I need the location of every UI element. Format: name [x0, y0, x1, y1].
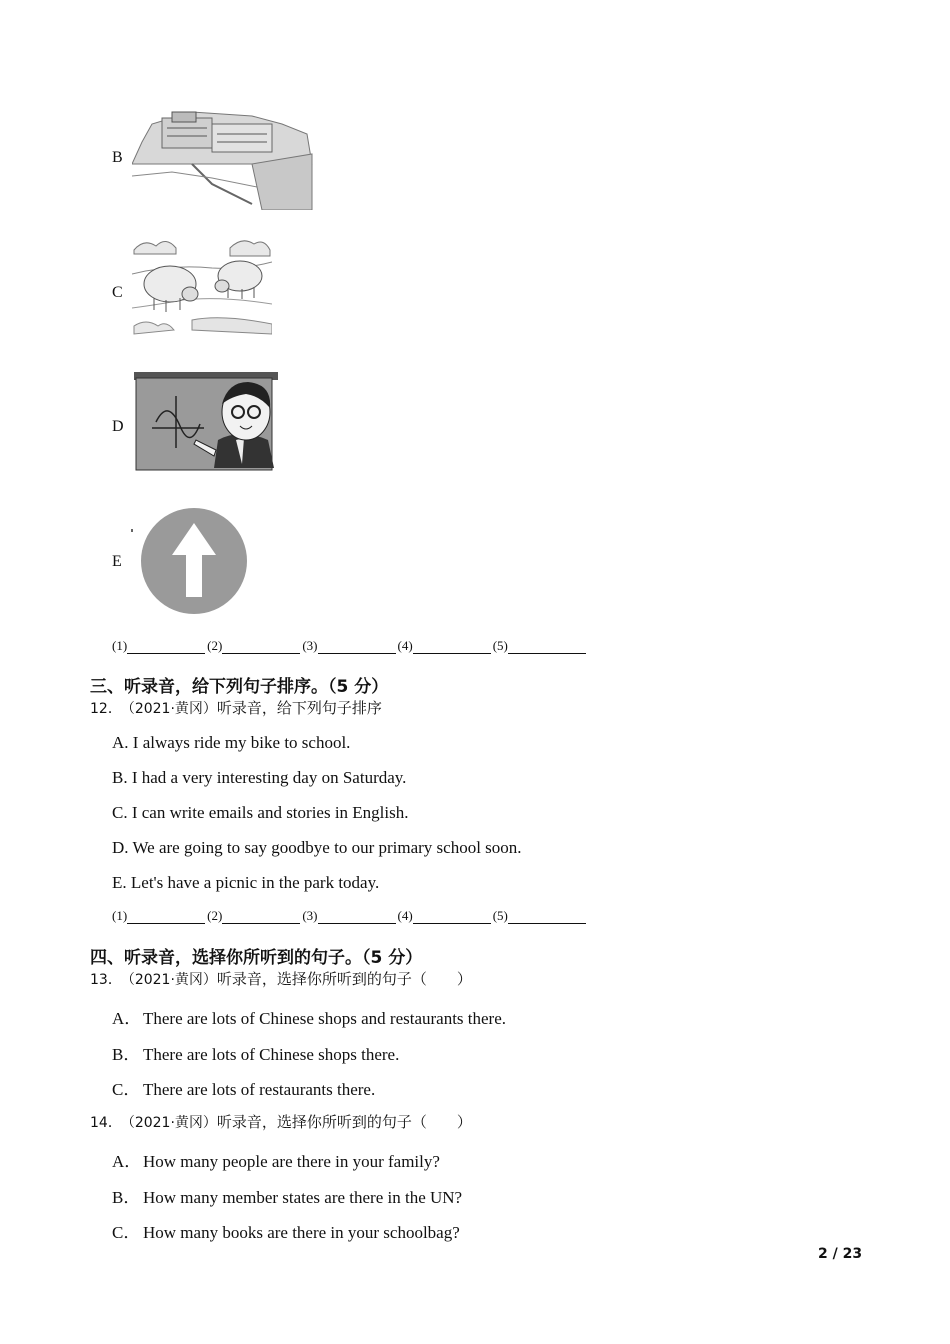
option-letter: B．	[112, 1188, 141, 1207]
teacher-with-graph-picture	[132, 368, 280, 472]
blank-line[interactable]	[222, 909, 300, 924]
blank-label: (4)	[397, 908, 413, 923]
potala-palace-picture	[132, 94, 314, 210]
q12-option-e: E. Let's have a picnic in the park today.	[112, 873, 380, 892]
blank-line[interactable]	[508, 909, 586, 924]
option-text: There are lots of Chinese shops there.	[143, 1045, 400, 1064]
option-letter: A．	[112, 1009, 142, 1028]
option-letter: C．	[112, 1223, 141, 1242]
question-source: （2021·黄冈）	[127, 972, 217, 988]
q12-option-b: B. I had a very interesting day on Saturday.	[112, 768, 407, 787]
question-12	[90, 697, 382, 718]
question-number: 14．	[90, 1115, 122, 1131]
blank-label: (3)	[302, 908, 318, 923]
go-straight-sign-picture	[130, 505, 250, 615]
blank-line[interactable]	[127, 909, 205, 924]
question-text: 听录音，给下列句子排序	[216, 699, 382, 717]
blank-label: (5)	[492, 908, 508, 923]
blank-label: (4)	[397, 638, 413, 653]
blank-line[interactable]	[508, 639, 586, 654]
section-4-title: 四、听录音，选择你所听到的句子。（5 分）	[90, 948, 423, 968]
q12-option-a: A. I always ride my bike to school.	[112, 733, 351, 752]
question-source: （2021·黄冈）	[127, 701, 217, 717]
blank-line[interactable]	[222, 639, 300, 654]
option-text: There are lots of Chinese shops and restaurants there.	[143, 1009, 507, 1028]
question-source: （2021·黄冈）	[127, 1115, 217, 1131]
q14-option-b[interactable]	[112, 1183, 462, 1208]
blank-label: (2)	[207, 908, 223, 923]
question-number: 12．	[90, 701, 122, 717]
blank-label: (5)	[492, 638, 508, 653]
option-letter: B．	[112, 1045, 141, 1064]
option-letter-c: C	[112, 284, 123, 301]
blank-line[interactable]	[413, 639, 491, 654]
question-13	[90, 968, 472, 989]
option-text: How many member states are there in the UN?	[143, 1188, 463, 1207]
q14-option-a[interactable]	[112, 1147, 440, 1172]
option-letter-b: B	[112, 149, 123, 166]
q13-option-c[interactable]	[112, 1075, 375, 1100]
option-text: How many books are there in your schoolbag?	[143, 1223, 460, 1242]
option-text: How many people are there in your family?	[143, 1152, 440, 1171]
question-14	[90, 1111, 472, 1132]
answer-blanks-picture	[112, 638, 588, 654]
blank-line[interactable]	[413, 909, 491, 924]
section-3-title: 三、听录音，给下列句子排序。（5 分）	[90, 677, 389, 697]
q12-option-d: D. We are going to say goodbye to our primary school soon.	[112, 838, 522, 857]
option-letter-e: E	[112, 553, 122, 570]
blank-line[interactable]	[318, 639, 396, 654]
q12-option-c: C. I can write emails and stories in English.	[112, 803, 409, 822]
question-text: 听录音，选择你所听到的句子（ ）	[216, 970, 472, 988]
yaks-picture	[132, 234, 272, 340]
option-letter: C．	[112, 1080, 141, 1099]
option-letter-d: D	[112, 418, 124, 435]
option-text: There are lots of restaurants there.	[143, 1080, 376, 1099]
q13-option-b[interactable]	[112, 1040, 399, 1065]
question-text: 听录音，选择你所听到的句子（ ）	[216, 1113, 472, 1131]
blank-label: (2)	[207, 638, 223, 653]
q13-option-a[interactable]	[112, 1004, 506, 1029]
q14-option-c[interactable]	[112, 1218, 460, 1243]
blank-line[interactable]	[127, 639, 205, 654]
option-letter: A．	[112, 1152, 142, 1171]
answer-blanks-q12	[112, 908, 588, 924]
blank-label: (1)	[112, 638, 128, 653]
blank-line[interactable]	[318, 909, 396, 924]
page-number: 2 / 23	[818, 1246, 863, 1262]
question-number: 13．	[90, 972, 122, 988]
blank-label: (1)	[112, 908, 128, 923]
blank-label: (3)	[302, 638, 318, 653]
